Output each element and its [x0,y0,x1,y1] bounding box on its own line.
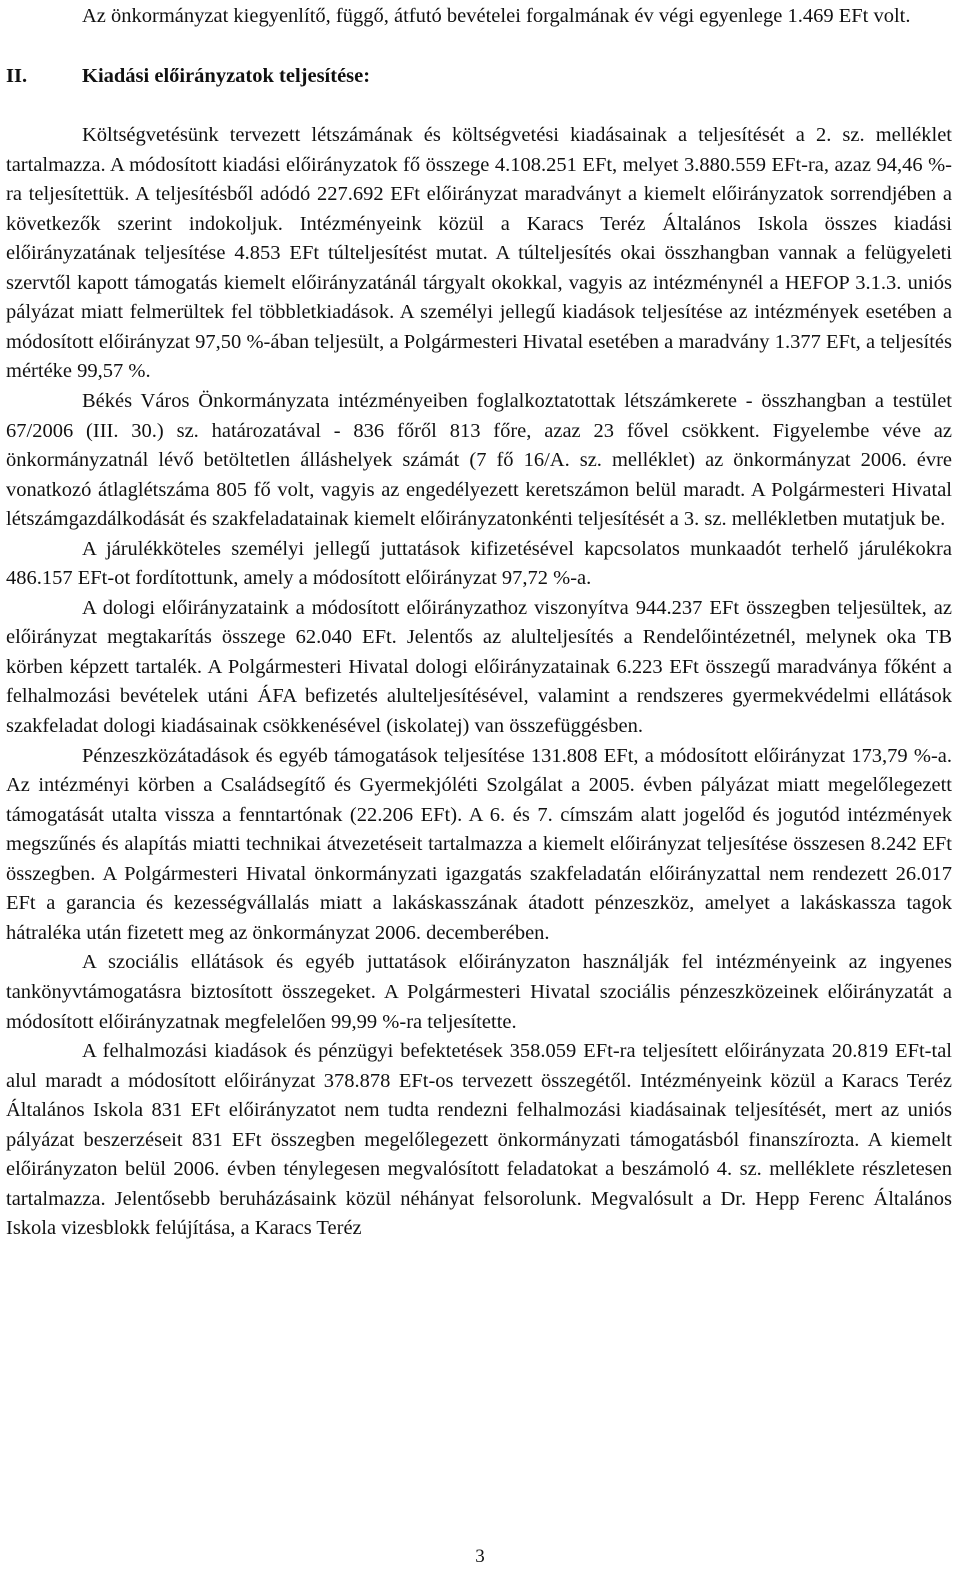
paragraph-expenditure-summary: Költségvetésünk tervezett létszámának és költségvetési kiadásainak a teljesítését a 2. sz. melléklet tartalmazza. A módosított kiadási előirányzatok fő összege 4.108.251 EFt, melyet 3.880.559 EFt-ra, azaz 94,46 %-ra teljesítettük. A teljesítésből adódó 227.692 EFt előirányzat maradványt a kiemelt előirányzatok sorrendjében a következők szerint indokoljuk. Intézményeink közül a Karacs Teréz Általános Iskola összes kiadási előirányzatának teljesítése 4.853 EFt túlteljesítést mutat. A túlteljesítés okai összhangban vannak a felügyeleti szervtől kapott támogatás kiemelt előirányzatánál tárgyalt okokkal, vagyis az intézménynél a HEFOP 3.1.3. uniós pályázat miatt felmerültek fel többletkiadások. A személyi jellegű kiadások teljesítése az intézmények esetében a módosított előirányzat 97,50 %-ában teljesült, a Polgármesteri Hivatal esetében a maradvány 1.377 EFt, a teljesítés mértéke 99,57 %. [6,124,952,383]
paragraph-social-benefits: A szociális ellátások és egyéb juttatások előirányzaton használják fel intézményeink az ingyenes tankönyvtámogatásra biztosított összegeket. A Polgármesteri Hivatal szociális pénzeszközeinek előirányzatát a módosított előirányzatnak megfelelően 99,99 %-ra teljesítette. [6,951,952,1033]
paragraph-transfers: Pénzeszközátadások és egyéb támogatások teljesítése 131.808 EFt, a módosított előirányzat 173,79 %-a. Az intézményi körben a Családsegítő és Gyermekjóléti Szolgálat a 2005. évben pályázat miatt megelőlegezett támogatását utalta vissza a fenntartónak (22.206 EFt). A 6. és 7. címszám alatt jogelőd és jogutód intézmények megszűnés és alapítás miatti technikai átvezetéseit tartalmazza a kiemelt előirányzat teljesítése összesen 8.242 EFt összegben. A Polgármesteri Hivatal önkormányzati igazgatás szakfeladatán előirányzattal nem rendezett 26.017 EFt a garancia és kezességvállalás miatt a lakáskasszának átadott pénzeszköz, amelyet a lakáskassza tagok hátraléka után fizetett meg az önkormányzat 2006. decemberében. [6,744,952,944]
document-page [6,2,952,1244]
section-title: Kiadási előirányzatok teljesítése: [82,64,371,87]
page-number: 3 [475,1546,485,1567]
section-number: II. [6,64,28,87]
paragraph-contributions: A járulékköteles személyi jellegű juttatások kifizetésével kapcsolatos munkaadót terhelő járulékokra 486.157 EFt-ot fordítottunk, amely a módosított előirányzat 97,72 %-a. [6,537,952,590]
paragraph-capital-expenditure: A felhalmozási kiadások és pénzügyi befektetések 358.059 EFt-ra teljesített előirányzata 20.819 EFt-tal alul maradt a módosított előirányzat 378.878 EFt-os tervezett összegétől. Intézményeink közül a Karacs Teréz Általános Iskola 831 EFt előirányzatot nem tudta rendezni felhalmozási kiadásainak teljesítését, mert az uniós pályázat beszerzéseit 831 EFt összegben megelőlegezett önkormányzati támogatásból finanszírozta. A kiemelt előirányzaton belül 2006. évben ténylegesen megvalósított feladatokat a beszámoló 4. sz. melléklete részletesen tartalmazza. Jelentősebb beruházásaink közül néhányat felsorolunk. Megvalósult a Dr. Hepp Ferenc Általános Iskola vizesblokk felújítása, a Karacs Teréz [6,1040,952,1240]
paragraph-headcount: Békés Város Önkormányzata intézményeiben foglalkoztatottak létszámkerete - összhangban a testület 67/2006 (III. 30.) sz. határozatával - 836 főről 813 főre, azaz 23 fővel csökkent. Figyelembe véve az önkormányzatnál lévő betöltetlen álláshelyek számát (7 fő 16/A. sz. melléklet) az önkormányzat 2006. évre vonatkozó átlaglétszáma 805 fő volt, vagyis az engedélyezett keretszámon belül maradt. A Polgármesteri Hivatal létszámgazdálkodását és szakfeladatainak kiemelt előirányzatonkénti teljesítését a 3. sz. mellékletben mutatjuk be. [6,390,952,531]
section-heading [6,62,952,92]
paragraph-material-expenses: A dologi előirányzataink a módosított előirányzathoz viszonyítva 944.237 EFt összegben teljesültek, az előirányzat megtakarítás összege 62.040 EFt. Jelentős az alulteljesítés a Rendelőintézetnél, melynek oka TB körben képzett tartalék. A Polgármesteri Hivatal dologi előirányzatainak 6.223 EFt összegű maradványa főként a felhalmozási bevételek utáni ÁFA befizetés alulteljesítésével, valamint a rendszeres gyermekvédelmi ellátások szakfeladat dologi kiadásainak csökkenésével (iskolatej) van összefüggésben. [6,596,952,738]
intro-paragraph: Az önkormányzat kiegyenlítő, függő, átfutó bevételei forgalmának év végi egyenlege 1.469 EFt volt. [82,5,911,27]
